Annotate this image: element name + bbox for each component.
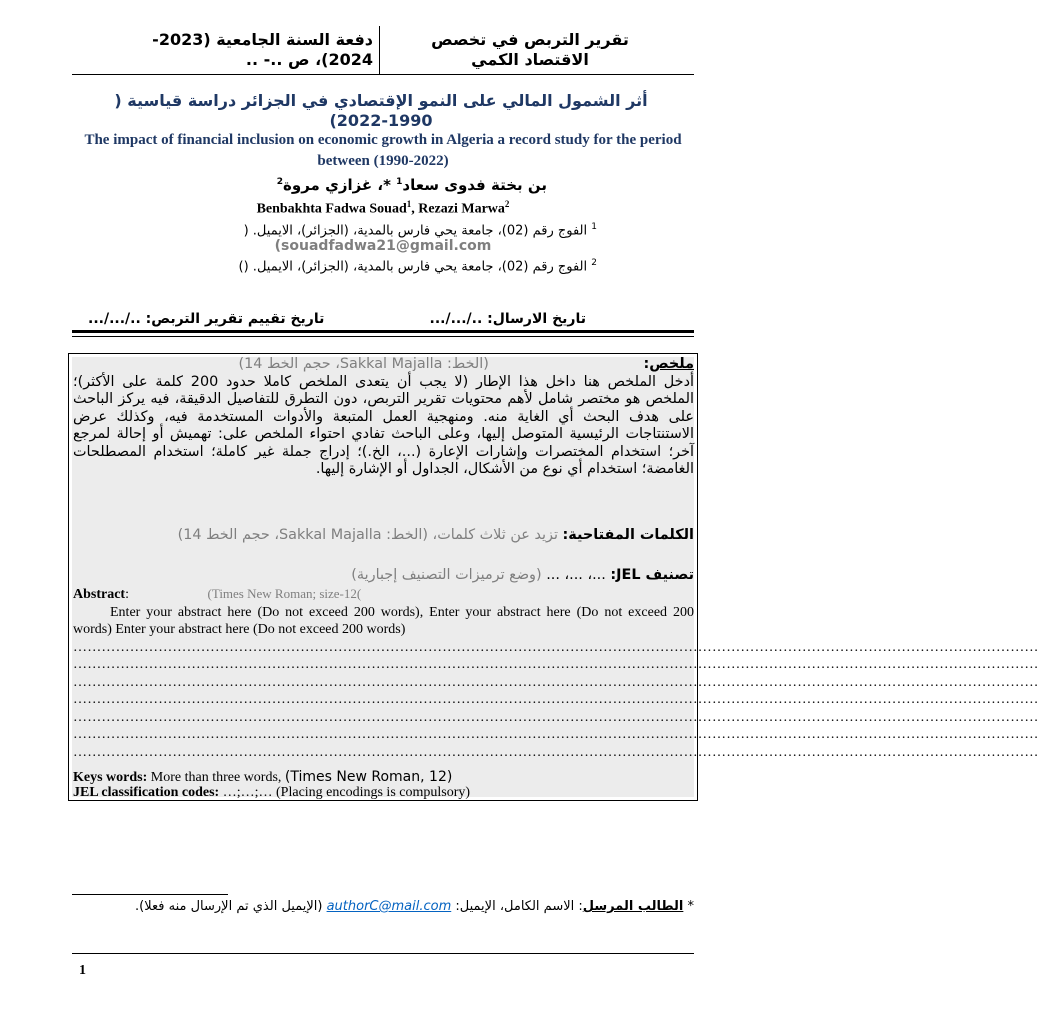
page-number: 1 bbox=[79, 963, 86, 978]
header-divider bbox=[379, 26, 380, 74]
jel-arabic-label: تصنيف JEL: bbox=[610, 567, 694, 583]
title-english bbox=[72, 130, 694, 172]
header-specialty bbox=[380, 30, 680, 70]
author1-sup-en: 1 bbox=[406, 199, 412, 209]
authors-english bbox=[72, 195, 694, 219]
jel-arabic-value: ...، ...، ... bbox=[541, 567, 611, 583]
title-english-line2: between (1990-2022) bbox=[317, 153, 449, 169]
author1-name-en: Benbakhta Fadwa Souad bbox=[256, 201, 407, 217]
abstract-english-header bbox=[73, 585, 694, 604]
keywords-arabic bbox=[73, 527, 694, 545]
abstract-english-dots-2: …………………………………………………………………………………………………………………………………………………………………………………… bbox=[73, 657, 1039, 672]
footnote-star: * bbox=[687, 899, 694, 914]
affiliation-1-text: الفوج رقم (02)، جامعة يحي فارس بالمدية، (الجزائر)، الايميل. ( bbox=[243, 223, 592, 239]
thick-rule bbox=[72, 330, 694, 333]
header-specialty-line1: تقرير التربص في تخصص bbox=[431, 30, 629, 49]
abstract-english-label: Abstract bbox=[73, 587, 126, 602]
abstract-english bbox=[73, 585, 1039, 761]
keywords-english-note: (Times New Roman, 12) bbox=[284, 769, 453, 785]
affiliation-2-text: الفوج رقم (02)، جامعة يحي فارس بالمدية، (الجزائر)، الايميل. () bbox=[238, 259, 592, 275]
keywords-english-text: More than three words, bbox=[147, 770, 285, 785]
abstract-arabic bbox=[73, 356, 694, 479]
author2-sup-en: 2 bbox=[504, 199, 510, 209]
affiliation-2 bbox=[72, 254, 597, 276]
footnote-text2: (الإيميل الذي تم الإرسال منه فعلا). bbox=[135, 899, 327, 914]
footnote-label: الطالب المرسل bbox=[582, 899, 684, 914]
author2-name-ar: *، غزازي مروة bbox=[283, 176, 397, 194]
evaluation-date: تاريخ تقييم تقرير التربص: ../.../... bbox=[88, 311, 325, 327]
keywords-arabic-label: الكلمات المفتاحية: bbox=[562, 527, 694, 543]
thin-rule bbox=[72, 336, 694, 337]
title-english-line1: The impact of financial inclusion on economic growth in Algeria a record study for the period bbox=[84, 132, 682, 148]
abstract-arabic-colon: : bbox=[643, 356, 650, 372]
jel-arabic-note: (وضع ترميزات التصنيف إجبارية) bbox=[351, 567, 542, 583]
abstract-arabic-font-note: (الخط: Sakkal Majalla، حجم الخط 14) bbox=[238, 356, 489, 372]
footnote-separator bbox=[72, 894, 228, 895]
keywords-english-label: Keys words: bbox=[73, 770, 148, 785]
author1-name-ar: بن بختة فدوى سعاد bbox=[402, 176, 547, 194]
author2-sup-ar: 2 bbox=[276, 177, 284, 187]
header-year-line2: 2024)، ص ..- .. bbox=[245, 50, 373, 69]
abstract-arabic-body: أدخل الملخص هنا داخل هذا الإطار (لا يجب أن يتعدى الملخص كاملا حدود 200 كلمة على الأكثر)؛ الملخص هو مختصر شامل لأهم محتويات تقرير التربص، دون التطرق للتفاصيل الدقيقة، فيه يركز الباحث على هدف البحث أي الغاية منه. ومنهجية العمل المتبعة والأدوات المستخدمة فيه، وكذلك عرض الاستنتاجات الرئيسية المتوصل إليها، وعلى الباحث تفادي احتواء الملخص على: تهميش أو إحالة لمرجع آخر؛ استخدام المختصرات وإشارات الإعارة (...، الخ.)؛ إدراج جملة غير كاملة؛ استخدام المصطلحات الغامضة؛ استخدام أي نوع من الأشكال، الجداول أو الإشارة إليها. bbox=[73, 373, 694, 477]
jel-arabic bbox=[73, 566, 694, 584]
header-underline bbox=[72, 74, 694, 75]
header-year-line1: دفعة السنة الجامعية (2023- bbox=[152, 30, 373, 49]
abstract-english-body: Enter your abstract here (Do not exceed 200 words), Enter your abstract here (Do not exceed 200 words) Enter your abstract here (Do not exceed 200 words) bbox=[73, 604, 694, 637]
abstract-english-dots-1: …………………………………………………………………………………………………………………………………………………………………………………… bbox=[73, 639, 1039, 655]
footer-rule bbox=[72, 953, 694, 954]
affiliation-1-sup: 1 bbox=[591, 222, 597, 232]
keywords-arabic-text: تزيد عن ثلاث كلمات، (الخط: Sakkal Majalla، حجم الخط 14) bbox=[177, 527, 563, 543]
abstract-english-dots-7: …………………………………………………………………………………………………………………………………………………………………………………… bbox=[73, 744, 1039, 760]
title-arabic-line2: 2022-1990) bbox=[329, 111, 433, 130]
footnote bbox=[72, 897, 694, 917]
abstract-english-dots-6: …………………………………………………………………………………………………………………………………………………………………………………… bbox=[73, 727, 1039, 742]
abstract-arabic-header bbox=[73, 356, 694, 374]
jel-english-label: JEL classification codes: bbox=[73, 785, 220, 800]
jel-english bbox=[73, 785, 694, 801]
abstract-arabic-label: ملخص bbox=[649, 356, 694, 372]
send-date: تاريخ الارسال: ../.../... bbox=[429, 311, 586, 327]
author2-name-en: , Rezazi Marwa bbox=[411, 201, 505, 217]
footnote-text1: : الاسم الكامل، الإيميل: bbox=[451, 899, 583, 914]
header-specialty-line2: الاقتصاد الكمي bbox=[471, 50, 589, 69]
abstract-english-dots-3: …………………………………………………………………………………………………………………………………………………………………………………… bbox=[73, 674, 1039, 690]
keywords-english bbox=[73, 769, 694, 786]
author1-email[interactable]: (souadfadwa21@gmail.com bbox=[274, 238, 492, 254]
abstract-english-dots-4: …………………………………………………………………………………………………………………………………………………………………………………… bbox=[73, 692, 1039, 707]
authors-arabic bbox=[72, 172, 547, 195]
author1-sup-ar: 1 bbox=[396, 177, 403, 187]
affiliation-2-sup: 2 bbox=[591, 258, 597, 268]
title-arabic bbox=[72, 91, 690, 131]
abstract-english-dots-5: …………………………………………………………………………………………………………………………………………………………………………………… bbox=[73, 709, 1039, 725]
jel-english-text: …;…;… (Placing encodings is compulsory) bbox=[219, 785, 471, 800]
abstract-english-note: (Times New Roman; size-12( bbox=[207, 586, 362, 601]
footnote-email-link[interactable]: authorC@mail.com bbox=[326, 899, 452, 914]
abstract-english-colon: : bbox=[125, 587, 129, 602]
header-year bbox=[88, 30, 373, 70]
title-arabic-line1: أثر الشمول المالي على النمو الإقتصادي في الجزائر دراسة قياسية ( bbox=[114, 91, 648, 110]
